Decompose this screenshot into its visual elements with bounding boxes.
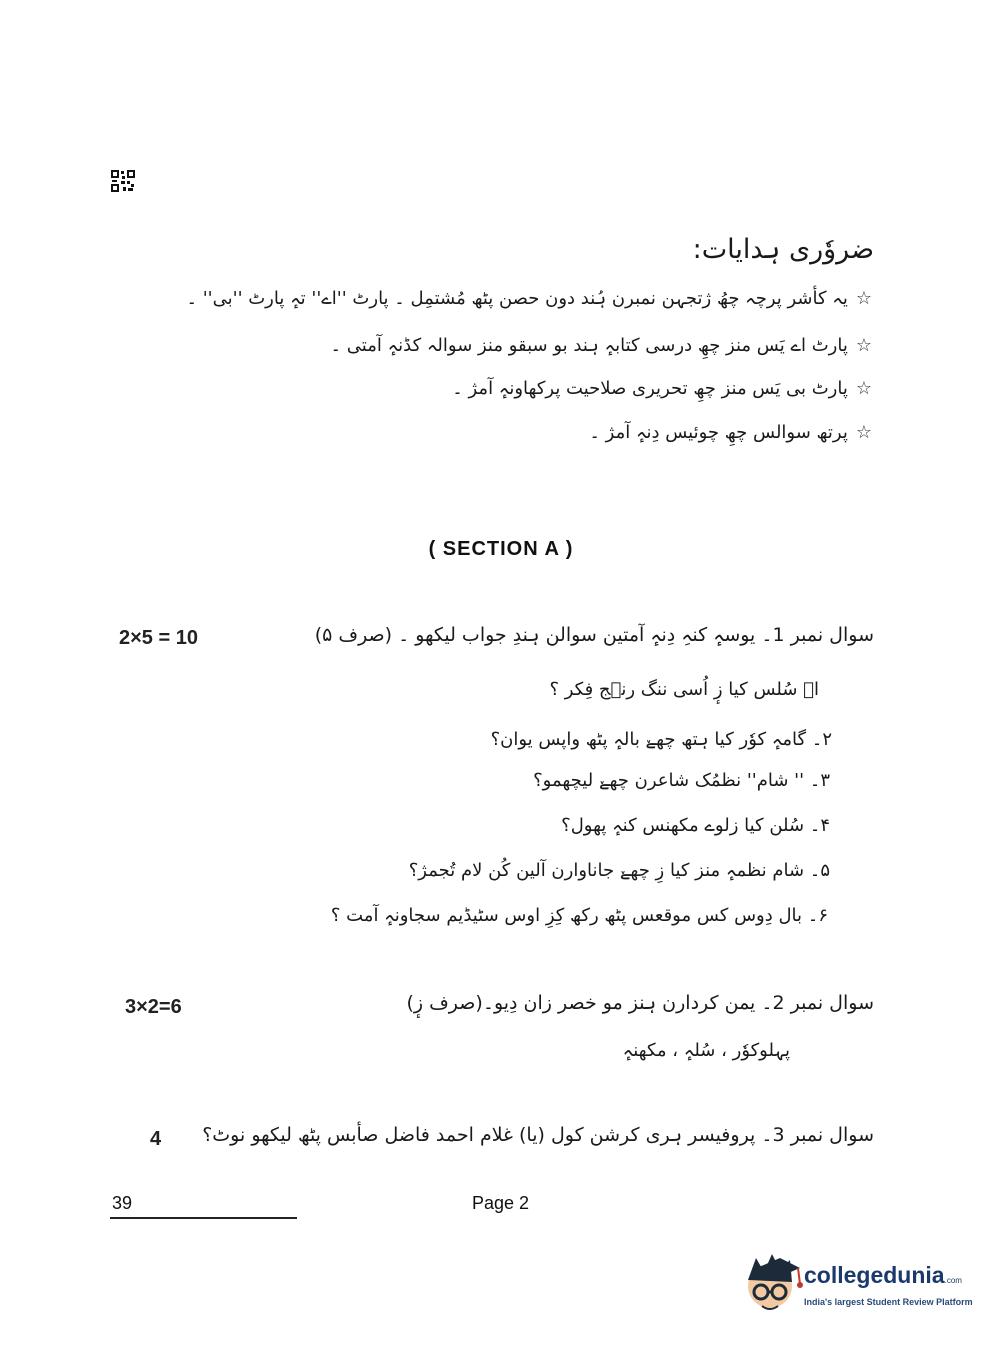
- page-number: Page 2: [472, 1193, 530, 1213]
- question-1-item: ا۔ سُلس کیا زٕ اُسی ننگ رنٛج فِکر ؟: [549, 679, 819, 700]
- star-icon: ☆: [855, 422, 872, 443]
- logo-brand: collegedunia.com: [804, 1262, 962, 1288]
- question-1-heading: سوال نمبر 1۔ یوسہٕ کنہِ دِنہٕ آمتین سوالن ہندِ جواب لیکھو ۔ (صرف ۵): [314, 624, 874, 646]
- question-1-item: ۴۔ سُلن کیا زلوے مکھنس کنہٕ پھول؟: [561, 815, 830, 836]
- question-3-heading: سوال نمبر 3۔ پروفیسر ہری کرشن کول (یا) غلام احمد فاضل صأبس پٹھ لیکھو نوٹ؟: [202, 1124, 874, 1146]
- instruction-item: ☆پارٹ اے یَس منز چھِ درسی کتابہٕ ہند بو سبقو منز سوالہ کڈنہٕ آمتی ۔: [330, 335, 872, 356]
- question-1-item: ۲۔ گامہٕ کوٗر کیا ہتھ چھےٚ بالہٕ پٹھ واپس یوان؟: [490, 729, 832, 750]
- question-3-marks: 4: [150, 1128, 162, 1150]
- instruction-item: ☆پرتھ سوالس چھِ چوئیس دِنہٕ آمژ ۔: [589, 422, 872, 443]
- question-1-marks: 2×5 = 10: [119, 627, 198, 649]
- star-icon: ☆: [855, 335, 872, 356]
- instruction-item: ☆پارٹ بی یَس منز چھِ تحریری صلاحیت پرکھاونہٕ آمژ ۔: [452, 378, 872, 399]
- question-2-heading: سوال نمبر 2۔ یمن کردارن ہنز مو خصر زان دِیو۔(صرف زٕ): [406, 992, 874, 1014]
- footer-divider: [110, 1217, 297, 1219]
- star-icon: ☆: [855, 378, 872, 399]
- footer-number: 39: [112, 1193, 133, 1213]
- question-2-marks: 3×2=6: [125, 996, 182, 1018]
- qr-code-icon: [111, 170, 135, 192]
- instructions-heading: ضروٗری ہدایات:: [692, 234, 874, 265]
- logo-tagline: India's largest Student Review Platform: [804, 1297, 973, 1307]
- question-2-item: پہلوکوٗر ، سُلہٕ ، مکھنہٕ: [622, 1040, 790, 1061]
- section-title: ( SECTION A ): [428, 538, 574, 560]
- question-1-item: ۵۔ شام نظمہٕ منز کیا زِ چھےٚ جاناوارن آلین کُن لام تُجمژ؟: [408, 860, 830, 881]
- question-1-item: ۳۔ '' شام'' نظمُک شاعرن چھےٚ لیچھمو؟: [533, 770, 830, 791]
- question-1-item: ۶۔ بال دِوس کس موقعس پٹھ رکھ کِزِ اوس سٹیڈیم سجاونہٕ آمت ؟: [330, 905, 828, 926]
- instruction-item: ☆یہ کأشر پرچہ چھُ ژتجہن نمبرن ہُند دون حصن پٹھ مُشتمِل ۔ پارٹ ''اے'' تہٕ پارٹ ''بی'' ۔: [186, 288, 872, 309]
- star-icon: ☆: [855, 288, 872, 309]
